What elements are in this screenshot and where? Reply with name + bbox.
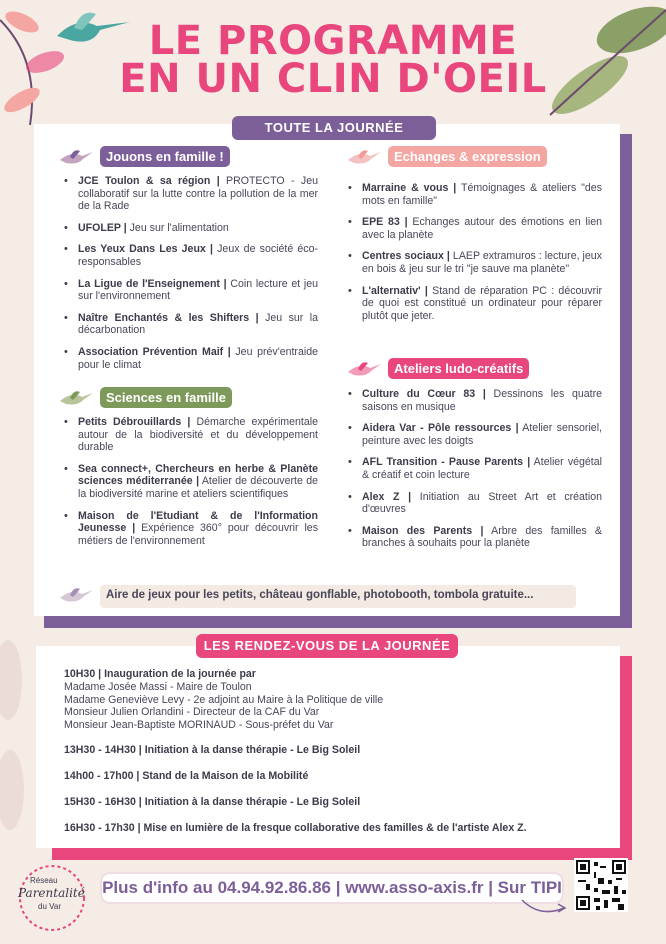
extra-activities-strip: Aire de jeux pour les petits, château gonflable, photobooth, tombola gratuite... bbox=[100, 585, 576, 608]
section-ateliers-list bbox=[348, 388, 602, 559]
bird-icon bbox=[58, 389, 94, 407]
schedule-event: 15H30 - 16H30 | Initiation à la danse thérapie - Le Big Soleil bbox=[64, 796, 361, 808]
opening-line: Madame Geneviève Levy - 2e adjoint au Maire à la Politique de ville bbox=[64, 693, 384, 706]
page-title-line-1: LE PROGRAMME bbox=[148, 18, 518, 64]
section-ateliers-title: Ateliers ludo-créatifs bbox=[388, 358, 529, 379]
list-item: • UFOLEP | Jeu sur l'alimentation bbox=[64, 222, 318, 235]
list-item: • Centres sociaux | LAEP extramuros : lecture, jeux en bois & jeu sur le tri "je sauve ma planète" bbox=[348, 250, 602, 275]
list-item: • Naître Enchantés & les Shifters | Jeu sur la décarbonation bbox=[64, 312, 318, 337]
schedule-event: 16H30 - 17h30 | Mise en lumière de la fresque collaborative des familles & de l'artiste Alex Z. bbox=[64, 822, 527, 834]
opening-heading: 10H30 | Inauguration de la journée par bbox=[64, 668, 256, 680]
section-echanges-list bbox=[348, 182, 602, 331]
qr-code-icon bbox=[574, 858, 628, 912]
opening-line: Monsieur Jean-Baptiste MORINAUD - Sous-préfet du Var bbox=[64, 719, 334, 732]
section-sciences-header bbox=[58, 387, 232, 408]
section-ateliers-header bbox=[346, 358, 529, 379]
qr-code[interactable] bbox=[574, 858, 628, 912]
list-item: • L'alternativ' | Stand de réparation PC : découvrir de quoi est constitué un ordinateur pour réparer plutôt que jeter. bbox=[348, 285, 602, 323]
allday-pill: TOUTE LA JOURNÉE bbox=[232, 116, 436, 140]
arrow-icon bbox=[520, 896, 570, 920]
list-item: • JCE Toulon & sa région | PROTECTO - Jeu collaboratif sur la lutte contre la pollution de la mer de la Rade bbox=[64, 175, 318, 213]
logo-sub-text: du Var bbox=[38, 902, 61, 911]
list-item: • Culture du Cœur 83 | Dessinons les quatre saisons en musique bbox=[348, 388, 602, 413]
list-item: • AFL Transition - Pause Parents | Atelier végétal & créatif et coin lecture bbox=[348, 456, 602, 481]
list-item: • Maison des Parents | Arbre des familles & branches à souhaits pour la planète bbox=[348, 525, 602, 550]
list-item: • Les Yeux Dans Les Jeux | Jeux de société éco-responsables bbox=[64, 243, 318, 268]
list-item: • Sea connect+, Chercheurs en herbe & Planète sciences méditerranée | Atelier de découverte de la biodiversité marine et ateliers scientifiques bbox=[64, 463, 318, 501]
bird-icon bbox=[346, 360, 382, 378]
page-title-line-2: EN UN CLIN D'OEIL bbox=[119, 56, 547, 102]
bird-icon bbox=[58, 586, 94, 604]
list-item: • Association Prévention Maif | Jeu prév'entraide pour le climat bbox=[64, 346, 318, 371]
list-item: • Alex Z | Initiation au Street Art et création d'œuvres bbox=[348, 491, 602, 516]
bird-icon bbox=[346, 148, 382, 166]
section-jouons-list bbox=[64, 175, 318, 380]
schedule-event: 13H30 - 14H30 | Initiation à la danse thérapie - Le Big Soleil bbox=[64, 744, 361, 756]
section-echanges-title: Echanges & expression bbox=[388, 146, 547, 167]
list-item: • Petits Débrouillards | Démarche expérimentale autour de la biodiversité et du développement durable bbox=[64, 416, 318, 454]
contact-info-bar: Plus d'info au 04.94.92.86.86 | www.asso-axis.fr | Sur TIPI bbox=[100, 872, 564, 904]
section-jouons-header bbox=[58, 146, 230, 167]
schedule-event: 14h00 - 17h00 | Stand de la Maison de la Mobilité bbox=[64, 770, 309, 782]
section-echanges-header bbox=[346, 146, 547, 167]
schedule-opening bbox=[64, 668, 584, 732]
opening-line: Monsieur Julien Orlandini - Directeur de la CAF du Var bbox=[64, 706, 320, 719]
logo-top-text: Réseau bbox=[30, 876, 58, 885]
logo-main-text: Parentalité bbox=[18, 886, 85, 900]
section-jouons-title: Jouons en famille ! bbox=[100, 146, 230, 167]
leaves-bottom-left-decoration bbox=[0, 620, 40, 840]
list-item: • La Ligue de l'Enseignement | Coin lecture et jeu sur l'environnement bbox=[64, 278, 318, 303]
list-item: • EPE 83 | Echanges autour des émotions en lien avec la planète bbox=[348, 216, 602, 241]
reseau-parentalite-logo bbox=[16, 862, 88, 934]
list-item: • Marraine & vous | Témoignages & ateliers "des mots en famille" bbox=[348, 182, 602, 207]
list-item: • Aidera Var - Pôle ressources | Atelier sensoriel, peinture avec les doigts bbox=[348, 422, 602, 447]
list-item: • Maison de l'Etudiant & de l'Information Jeunesse | Expérience 360° pour découvrir les métiers de l'environnement bbox=[64, 510, 318, 548]
schedule-pill: LES RENDEZ-VOUS DE LA JOURNÉE bbox=[196, 634, 458, 658]
bird-icon bbox=[58, 148, 94, 166]
section-sciences-list bbox=[64, 416, 318, 556]
section-sciences-title: Sciences en famille bbox=[100, 387, 232, 408]
opening-line: Madame Josée Massi - Maire de Toulon bbox=[64, 680, 252, 693]
